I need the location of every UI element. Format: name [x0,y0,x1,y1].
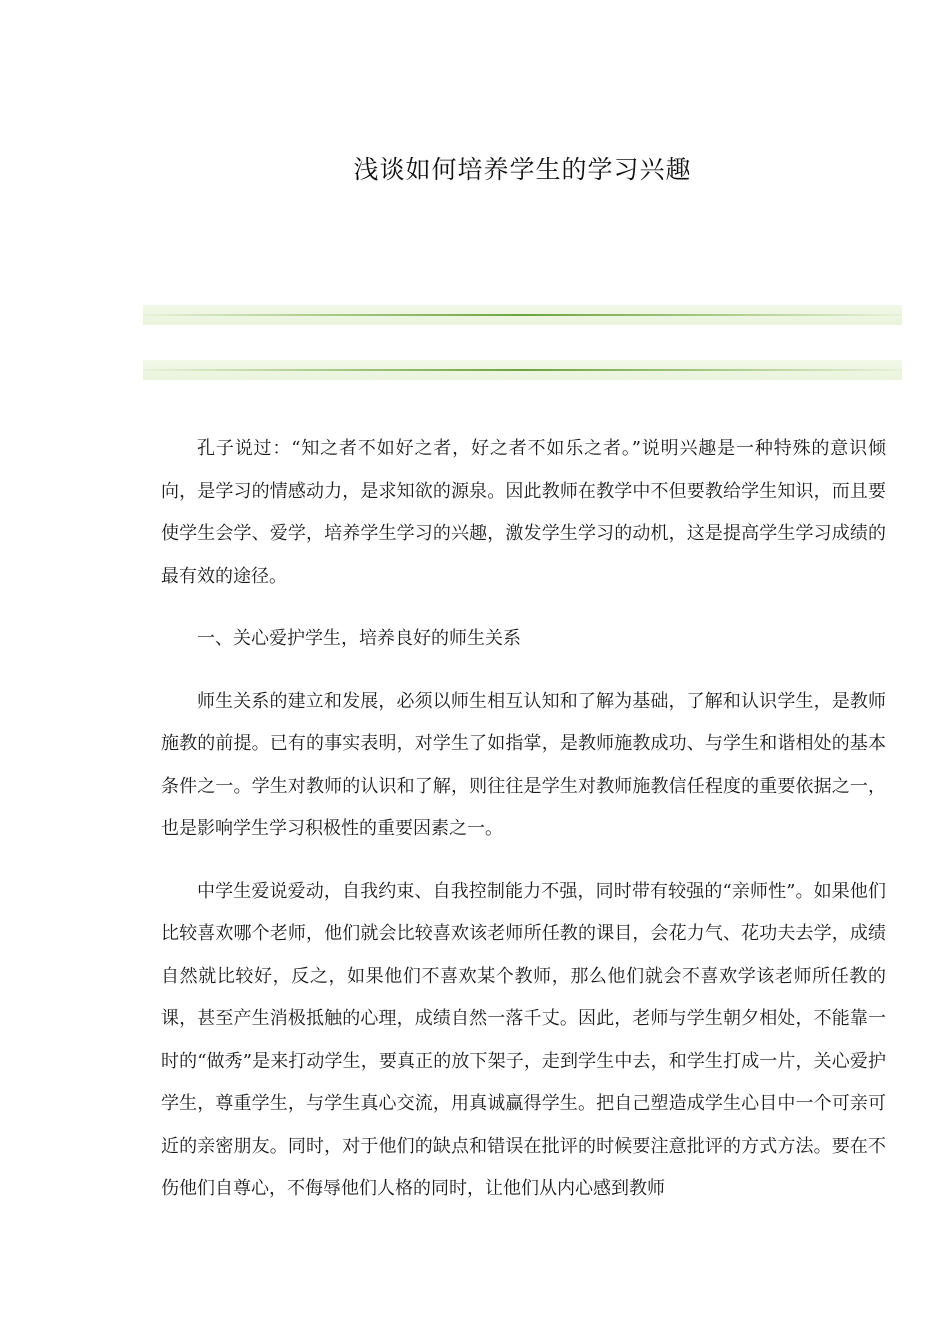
decorative-divider-bottom [143,360,902,380]
document-body [161,428,886,1211]
intro-paragraph: 孔子说过：“知之者不如好之者，好之者不如乐之者。”说明兴趣是一种特殊的意识倾向，是学习的情感动力，是求知欲的源泉。因此教师在教学中不但要教给学生知识，而且要使学生会学、爱学，培养学生学习的兴趣，激发学生学习的动机，这是提高学生学习成绩的最有效的途径。 [161,438,886,587]
body-paragraph: 师生关系的建立和发展，必须以师生相互认知和了解为基础，了解和认识学生，是教师施教的前提。已有的事实表明，对学生了如指掌，是教师施教成功、与学生和谐相处的基本条件之一。学生对教师的认识和了解，则往往是学生对教师施教信任程度的重要依据之一，也是影响学生学习积极性的重要因素之一。 [161,690,886,839]
document-title: 浅谈如何培养学生的学习兴趣 [353,155,692,184]
divider-line [143,369,902,371]
decorative-divider-top [143,305,902,325]
body-paragraph: 中学生爱说爱动，自我约束、自我控制能力不强，同时带有较强的“亲师性”。如果他们比较喜欢哪个老师，他们就会比较喜欢该老师所任教的课目，会花力气、花功夫去学，成绩自然就比较好，反之，如果他们不喜欢某个教师，那么他们就会不喜欢学该老师所任教的课，甚至产生消极抵触的心理，成绩自然一落千丈。因此，老师与学生朝夕相处，不能靠一时的“做秀”是来打动学生，要真正的放下架子，走到学生中去，和学生打成一片，关心爱护学生，尊重学生，与学生真心交流，用真诚赢得学生。把自己塑造成学生心目中一个可亲可近的亲密朋友。同时，对于他们的缺点和错误在批评的时候要注意批评的方式方法。要在不伤他们自尊心，不侮辱他们人格的同时，让他们从内心感到教师 [161,880,886,1199]
section-heading: 一、关心爱护学生，培养良好的师生关系 [197,628,521,649]
divider-line [143,314,902,316]
